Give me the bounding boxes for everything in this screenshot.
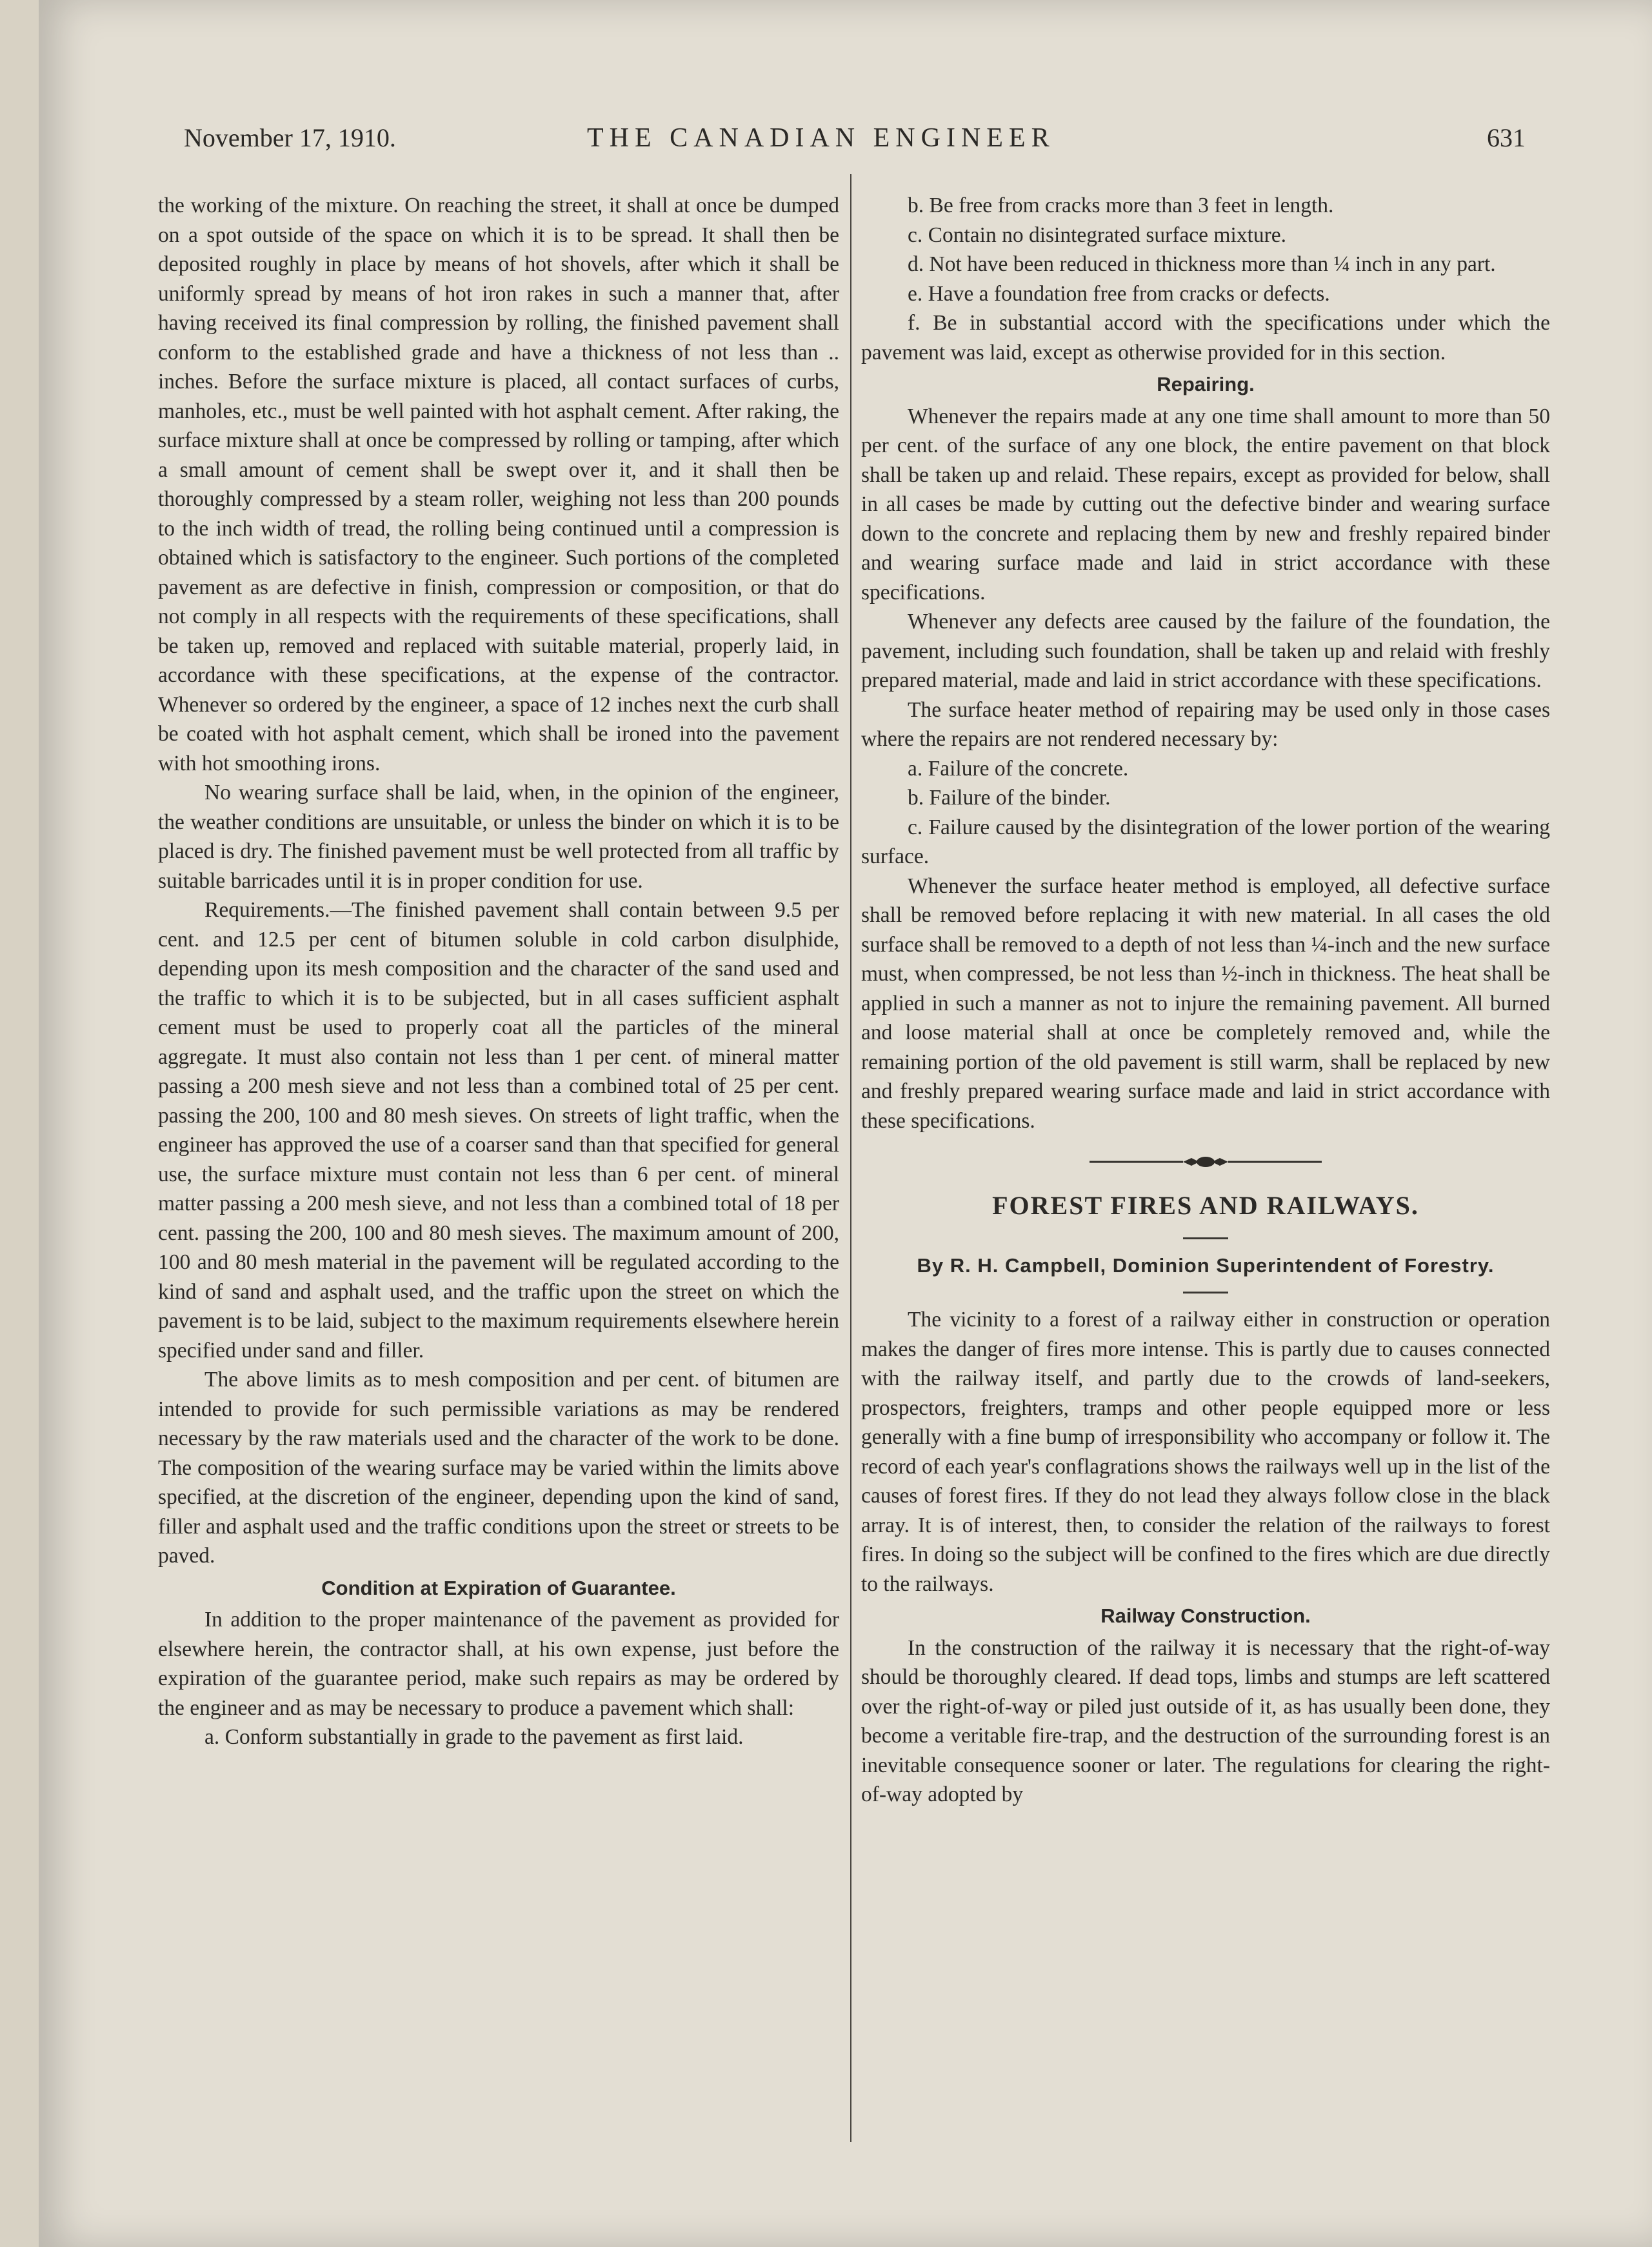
paragraph: a. Conform substantially in grade to the pavement as first laid. (204, 1725, 744, 1749)
paragraph: The vicinity to a forest of a railway either in construction or operation makes the danger of fires more intense. This is partly due to causes connected with the railway itself, and partly due to the crowds of land-seekers, prospectors, freighters, tramps and other people equipped more or less generally with a fine bump of irresponsibility who accompany or follow it. The record of each year's conflagrations shows the railways well up in the list of the causes of forest fires. If they do not lead they always follow close in the black array. It is of interest, then, to consider the relation of the railways to forest fires. In doing so the subject will be confined to the fires which are due directly to the railways. (861, 1308, 1550, 1596)
article-title: FOREST FIRES AND RAILWAYS. (992, 1191, 1419, 1220)
short-rule (1183, 1292, 1228, 1293)
section-ornament (1090, 1152, 1322, 1172)
paragraph: f. Be in substantial accord with the specifications under which the pavement was laid, except as otherwise provided for in this section. (861, 311, 1550, 365)
short-rule (1183, 1237, 1228, 1239)
paragraph: Whenever any defects aree caused by the failure of the foundation, the pavement, including such foundation, shall be taken up and relaid with freshly prepared material, made and laid in strict accordance with these specifications. (861, 610, 1550, 692)
paragraph: c. Contain no disintegrated surface mixture. (908, 223, 1287, 247)
paragraph: In the construction of the railway it is necessary that the right-of-way should be thoroughly cleared. If dead tops, limbs and stumps are left scattered over the right-of-way or piled just outside of it, as has usually been done, they become a veritable fire-trap, and the destruction of the surrounding forest is an inevitable consequence sooner or later. The regulations for clearing the right-of-way adopted by (861, 1635, 1550, 1806)
paragraph: Whenever the surface heater method is employed, all defective surface shall be removed before replacing it with new material. In all cases the old surface shall be removed to a depth of not less than ¼-inch and the new surface must, when compressed, be not less than ½-inch in thickness. The heat shall be applied in such a manner as not to injure the remaining pavement. All burned and loose material shall at once be completely removed and, while the remaining portion of the old pavement is still warm, shall be replaced by new and freshly prepared wearing surface made and laid in strict accordance with these specifications. (861, 874, 1550, 1133)
paragraph: b. Be free from cracks more than 3 feet in length. (908, 194, 1334, 217)
paragraph: a. Failure of the concrete. (908, 756, 1129, 781)
section-heading: Repairing. (1157, 373, 1255, 395)
paragraph: e. Have a foundation free from cracks or defects. (908, 281, 1330, 306)
paragraph: b. Failure of the binder. (908, 786, 1111, 810)
issue-date: November 17, 1910. (184, 123, 396, 152)
paragraph: No wearing surface shall be laid, when, in the opinion of the engineer, the weather conditions are unsuitable, or unless the binder on which it is to be placed is dry. The finished pavement must be well protected from all traffic by suitable barricades until it is in proper condition for use. (158, 781, 839, 893)
paragraph: The surface heater method of repairing may be used only in those cases where the repairs are not rendered necessary by: (861, 697, 1550, 751)
paragraph: Requirements.—The finished pavement shall contain between 9.5 per cent. and 12.5 per cent of bitumen soluble in cold carbon disulphide, depending upon its mesh composition and the character of the sand used and the traffic to which it is to be subjected, but in all cases sufficient asphalt cement must be used to properly coat all the particles of the mineral aggregate. It must also contain not less than 1 per cent. of mineral matter passing a 200 mesh sieve and not less than a combined total of 25 per cent. passing the 200, 100 and 80 mesh sieves. On streets of light traffic, when the engineer has approved the use of a coarser sand than that specified for general use, the surface mixture must contain not less than 6 per cent. of mineral matter passing a 200 mesh sieve, and not less than a combined total of 18 per cent. passing the 200, 100 and 80 mesh sieves. The maximum amount of 200, 100 and 80 mesh material in the pavement will be regulated according to the kind of sand and asphalt used, and the traffic upon the street on which the pavement is to be laid, subject to the maximum requirements elsewhere herein specified under sand and filler. (158, 898, 839, 1363)
paragraph: d. Not have been reduced in thickness more than ¼ inch in any part. (908, 252, 1496, 276)
column-divider (850, 174, 851, 2142)
journal-title: THE CANADIAN ENGINEER (587, 123, 1055, 153)
page (39, 0, 1652, 2247)
paragraph: In addition to the proper maintenance of the pavement as provided for elsewhere herein, the contractor shall, at his own expense, just before the expiration of the guarantee period, make such repairs as may be ordered by the engineer and as may be necessary to produce a pavement which shall: (158, 1608, 839, 1720)
section-heading: Condition at Expiration of Guarantee. (321, 1576, 676, 1599)
paragraph: c. Failure caused by the disintegration of the lower portion of the wearing surface. (861, 815, 1550, 868)
page-number: 631 (1487, 123, 1526, 152)
page-header (184, 123, 1526, 161)
article-byline: By R. H. Campbell, Dominion Superintendent of Forestry. (917, 1253, 1495, 1277)
paragraph: the working of the mixture. On reaching the street, it shall at once be dumped on a spot outside of the space on which it is to be spread. It shall then be deposited roughly in place by means of hot shovels, after which it shall be uniformly spread by means of hot iron rakes in such a manner that, after having received its final compression by rolling, the finished pavement shall conform to the established grade and have a thickness of not less than .. inches. Before the surface mixture is placed, all contact surfaces of curbs, manholes, etc., must be well painted with hot asphalt cement. After raking, the surface mixture shall at once be compressed by rolling or tamping, after which a small amount of cement shall be swept over it, and it shall then be thoroughly compressed by a steam roller, weighing not less than 200 pounds to the inch width of tread, the rolling being continued until a compression is obtained which is satisfactory to the engineer. Such portions of the completed pavement as are defective in finish, compression or composition, or that do not comply in all respects with the requirements of these specifications, shall be taken up, removed and replaced with suitable material, properly laid, in accordance with these specifications, at the expense of the contractor. Whenever so ordered by the engineer, a space of 12 inches next the curb shall be coated with hot asphalt cement, which shall be ironed into the pavement with hot smoothing irons. (158, 194, 839, 775)
left-column (158, 191, 839, 1752)
right-column (861, 191, 1550, 1810)
paragraph: The above limits as to mesh composition and per cent. of bitumen are intended to provide for such permissible variations as may be rendered necessary by the raw materials used and the character of the work to be done. The composition of the wearing surface may be varied within the limits above specified, at the discretion of the engineer, depending upon the kind of sand, filler and asphalt used and the traffic conditions upon the street or streets to be paved. (158, 1368, 839, 1568)
section-heading: Railway Construction. (1100, 1604, 1311, 1627)
paragraph: Whenever the repairs made at any one time shall amount to more than 50 per cent. of the surface of any one block, the entire pavement on that block shall be taken up and relaid. These repairs, except as provided for below, shall in all cases be made by cutting out the defective binder and wearing surface down to the concrete and replacing them by new and freshly repaired binder and wearing surface made and laid in strict accordance with these specifications. (861, 404, 1550, 604)
